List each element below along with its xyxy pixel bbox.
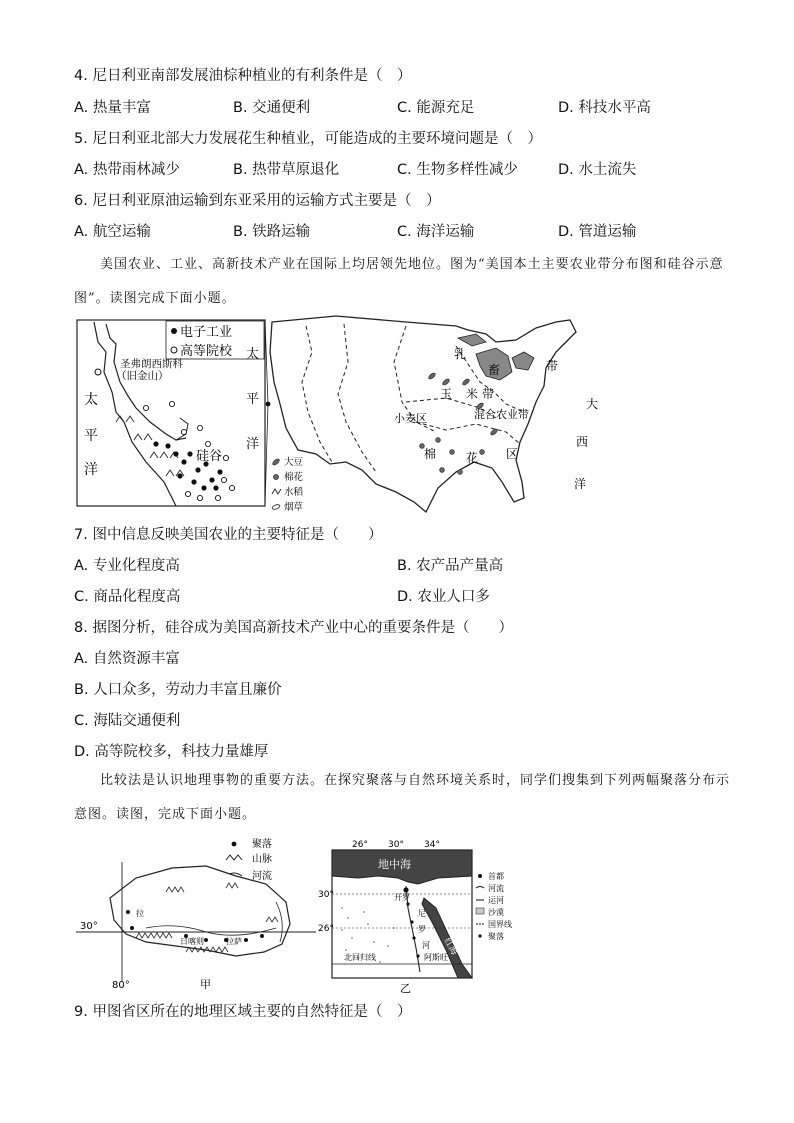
usa-agriculture-map (76, 312, 599, 522)
inset-pacific-1: 太 (84, 392, 98, 408)
q6-option-d: D. 管道运输 (558, 224, 637, 240)
question-5-stem: 5. 尼日利亚北部大力发展花生种植业，可能造成的主要环境问题是（ ） (74, 131, 542, 147)
legend-college-label: 高等院校 (180, 344, 233, 359)
legend-soybean: 大豆 (284, 457, 304, 468)
yi-legend-desert: 沙漠 (488, 908, 504, 917)
jia-label-shigatse: 日喀则 (180, 937, 204, 946)
q6-option-c: C. 海洋运输 (397, 224, 475, 240)
corn-belt-2: 米 (466, 387, 479, 401)
q4-option-b: B. 交通便利 (233, 100, 311, 116)
settlement-map-yi (318, 838, 528, 996)
q5-option-d: D. 水土流失 (558, 162, 637, 178)
yi-legend-capital: 首都 (488, 872, 504, 881)
legend-rice: 水稻 (284, 487, 304, 498)
corn-belt-1: 玉 (440, 387, 453, 401)
dairy-belt-2: 畜 (488, 363, 501, 377)
yi-top-tick-26: 26° (352, 840, 368, 850)
intro-paragraph-settlement: 比较法是认识地理事物的重要方法。在探究聚落与自然环境关系时，同学们搜集到下列两幅聚落分布示意图。读图，完成下面小题。 (74, 773, 731, 822)
mixed-agri-belt: 混合农业带 (474, 408, 529, 421)
yi-nile-1: 尼 (418, 909, 426, 918)
jia-caption: 甲 (200, 978, 211, 991)
yi-nile-3: 河 (422, 941, 430, 950)
q4-option-a: A. 热量丰富 (74, 100, 151, 116)
dairy-belt-3: 带 (546, 359, 559, 373)
q4-option-d: D. 科技水平高 (558, 100, 651, 116)
yi-red-sea: 红海 (441, 936, 460, 958)
q6-option-a: A. 航空运输 (74, 224, 151, 240)
question-8-stem: 8. 据图分析，硅谷成为美国高新技术产业中心的重要条件是（ ） (74, 620, 513, 636)
q5-option-c: C. 生物多样性减少 (397, 162, 518, 178)
atlantic-2: 西 (576, 435, 589, 449)
yi-top-tick-30: 30° (388, 840, 404, 850)
cotton-area-3: 区 (506, 447, 519, 461)
q8-option-d: D. 高等院校多，科技力量雄厚 (74, 744, 269, 760)
yi-legend-border: 国界线 (488, 920, 512, 929)
jia-legend-river: 河流 (252, 871, 272, 882)
q8-option-c: C. 海陆交通便利 (74, 713, 181, 729)
legend-cotton: 棉花 (284, 472, 304, 483)
jia-lon-80: 80° (112, 980, 130, 991)
question-6-stem: 6. 尼日利亚原油运输到东亚采用的运输方式主要是（ ） (74, 193, 441, 209)
yi-aswan: 阿斯旺 (424, 953, 448, 962)
inset-pacific-3: 洋 (84, 462, 98, 478)
corn-belt-3: 带 (482, 387, 495, 401)
yi-city-cairo: 开罗 (394, 893, 410, 902)
q8-option-b: B. 人口众多，劳动力丰富且廉价 (74, 682, 282, 698)
pacific-large-3: 洋 (246, 437, 260, 452)
q8-option-a: A. 自然资源丰富 (74, 651, 180, 667)
jia-label-la: 拉 (136, 909, 144, 918)
inset-pacific-2: 平 (84, 428, 98, 444)
question-9-stem: 9. 甲图省区所在的地理区域主要的自然特征是（ ） (74, 1004, 412, 1020)
yi-left-tick-30: 30° (318, 890, 334, 900)
settlement-map-jia (76, 832, 316, 992)
q7-option-b: B. 农产品产量高 (397, 558, 504, 574)
yi-legend-settlement: 聚落 (488, 932, 504, 941)
q4-option-c: C. 能源充足 (397, 100, 475, 116)
pacific-large-1: 太 (246, 347, 260, 362)
legend-tobacco: 烟草 (284, 502, 304, 513)
yi-legend-river: 河流 (488, 884, 504, 893)
silicon-valley-label: 硅谷 (196, 449, 223, 464)
jia-label-lhasa: 拉萨 (226, 937, 242, 946)
yi-top-tick-34: 34° (424, 840, 440, 850)
jia-legend-mountain: 山脉 (252, 854, 272, 865)
wheat-area-label: 小麦区 (394, 412, 427, 425)
yi-legend-canal: 运河 (488, 896, 504, 905)
q7-option-c: C. 商品化程度高 (74, 589, 181, 605)
old-gold-mountain-label: （旧金山） (116, 370, 169, 382)
jia-lat-30: 30° (80, 921, 98, 932)
yi-sea-label: 地中海 (378, 858, 411, 871)
cotton-area-1: 棉 (424, 447, 437, 461)
yi-left-tick-26: 26° (318, 924, 334, 934)
atlantic-1: 大 (586, 397, 599, 411)
q5-option-b: B. 热带草原退化 (233, 162, 340, 178)
question-4-stem: 4. 尼日利亚南部发展油棕种植业的有利条件是（ ） (74, 68, 412, 84)
intro-paragraph-usa: 美国农业、工业、高新技术产业在国际上均居领先地位。图为“美国本土主要农业带分布图和硅谷示意图”。读图完成下面小题。 (74, 257, 724, 306)
jia-legend-settlement: 聚落 (252, 839, 272, 850)
pacific-large-2: 平 (246, 392, 260, 407)
yi-tropic: 北回归线 (344, 953, 376, 962)
atlantic-3: 洋 (574, 477, 587, 491)
dairy-belt-1: 乳 (454, 347, 467, 361)
q5-option-a: A. 热带雨林减少 (74, 162, 180, 178)
q7-option-d: D. 农业人口多 (397, 589, 490, 605)
yi-nile-2: 罗 (418, 925, 426, 934)
q7-option-a: A. 专业化程度高 (74, 558, 180, 574)
yi-caption: 乙 (400, 982, 411, 995)
question-7-stem: 7. 图中信息反映美国农业的主要特征是（ ） (74, 527, 383, 543)
cotton-area-2: 花 (466, 451, 479, 465)
q6-option-b: B. 铁路运输 (233, 224, 311, 240)
legend-electronic-label: 电子工业 (180, 325, 233, 340)
san-francisco-label: 圣弗朗西斯科 (120, 358, 183, 370)
